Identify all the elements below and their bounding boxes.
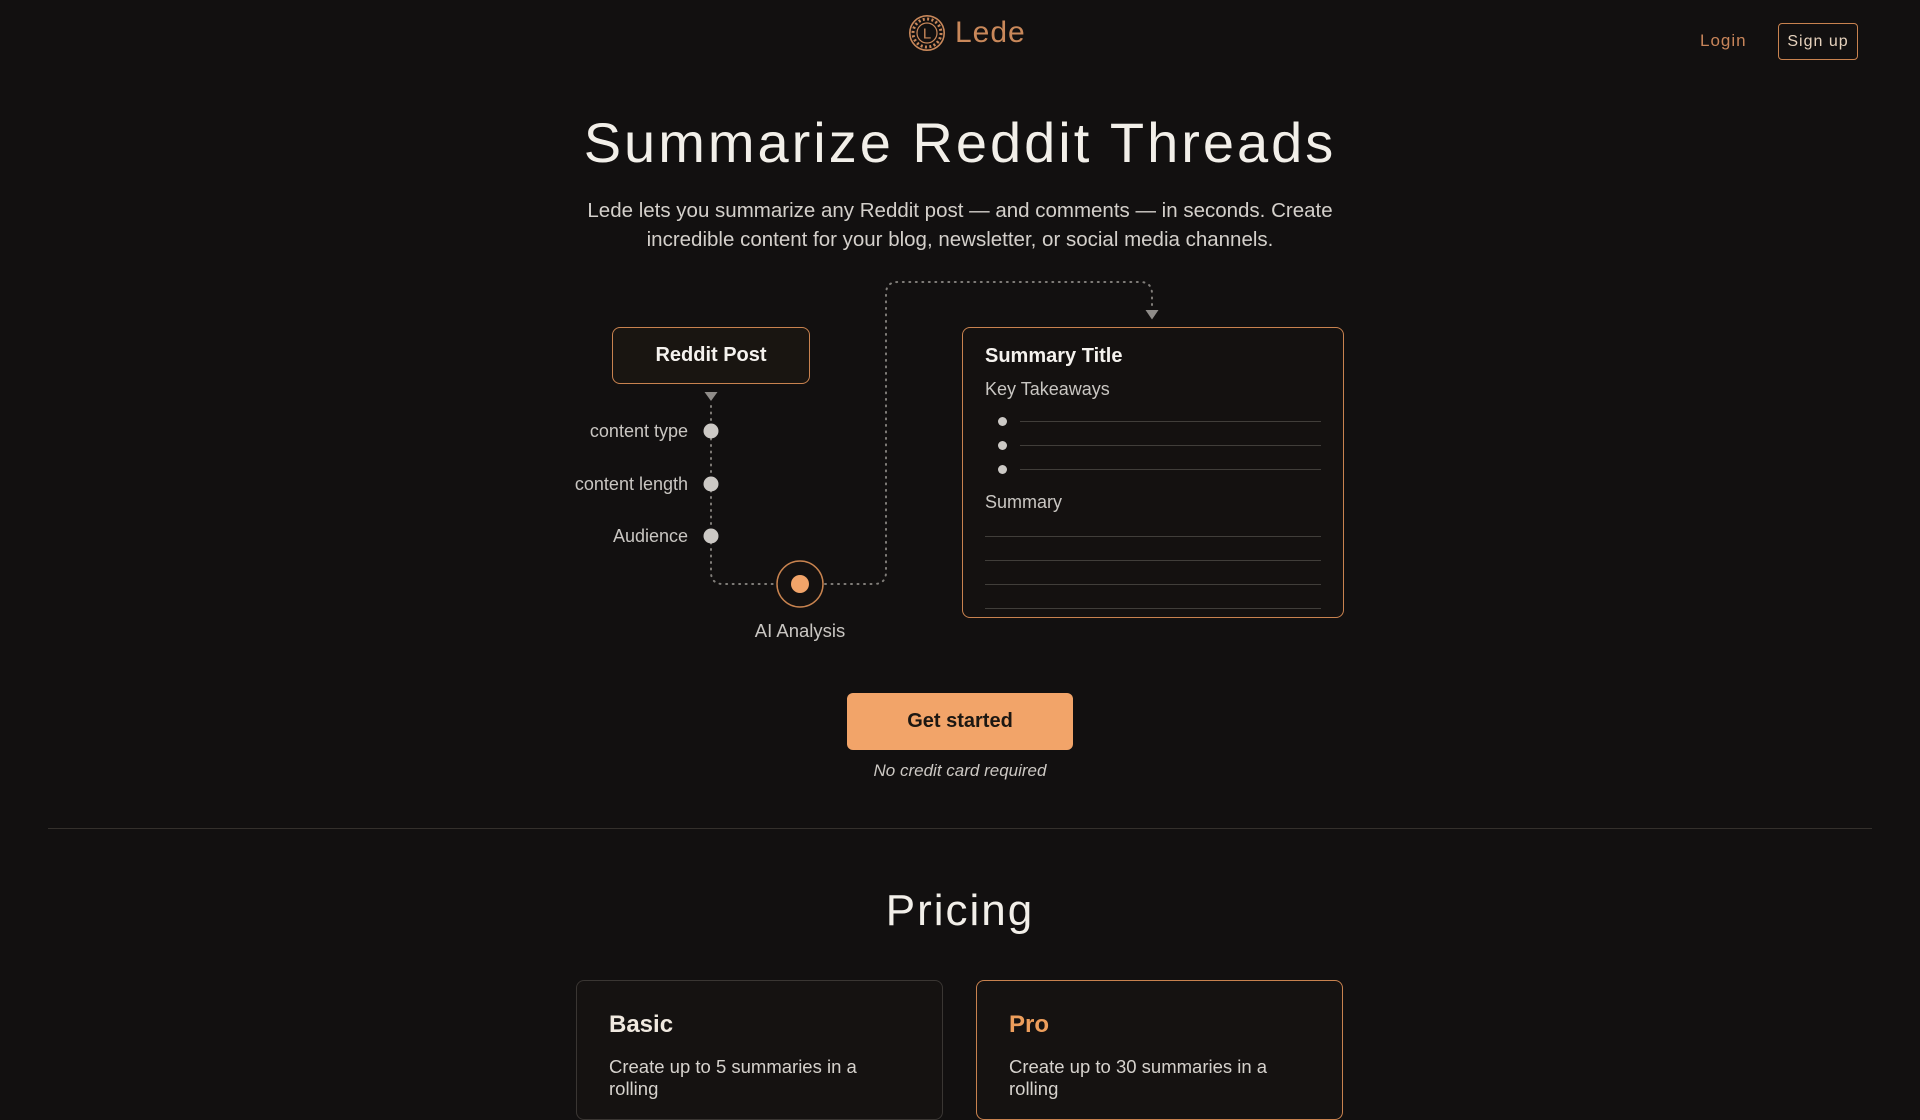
param-dot-audience: [704, 529, 719, 544]
plan-name: Pro: [1009, 1011, 1050, 1038]
ai-analysis-label: AI Analysis: [754, 620, 846, 641]
bullet-icon: [998, 417, 1007, 426]
plan-name: Basic: [609, 1011, 674, 1038]
hero-subtitle: [0, 197, 1920, 254]
param-dot-content-type: [704, 424, 719, 439]
key-takeaways-label: Key Takeaways: [985, 379, 1110, 399]
brand-logo[interactable]: [908, 14, 1026, 52]
param-dot-content-length: [704, 477, 719, 492]
get-started-button[interactable]: Get started: [847, 693, 1073, 750]
down-arrow-icon: [1146, 310, 1159, 320]
summary-title: Summary Title: [985, 345, 1123, 367]
placeholder-line: [985, 536, 1321, 537]
placeholder-line: [1020, 445, 1321, 446]
param-label-audience: Audience: [612, 526, 688, 546]
svg-text:L: L: [922, 25, 932, 43]
param-label-content-length: content length: [574, 474, 688, 494]
section-divider: [48, 828, 1872, 829]
brand-logo-icon: [908, 14, 946, 52]
no-credit-card-note: No credit card required: [873, 761, 1047, 780]
placeholder-line: [985, 608, 1321, 609]
reddit-post-node: Reddit Post: [612, 327, 810, 384]
placeholder-line: [985, 560, 1321, 561]
placeholder-line: [1020, 469, 1321, 470]
flow-path-source-to-ai: [711, 406, 775, 584]
flow-diagram-lines: [0, 270, 1920, 670]
pricing-title: Pricing: [885, 886, 1035, 935]
takeaway-list: [985, 409, 1321, 481]
hero-subtitle-line-2: incredible content for your blog, newsletter, or social media channels.: [646, 227, 1274, 251]
ai-analysis-ring: [777, 561, 823, 607]
login-link[interactable]: Login: [1700, 31, 1747, 50]
takeaway-item: [985, 457, 1321, 481]
plan-description: Create up to 5 summaries in a rolling: [609, 1056, 857, 1099]
plan-card-basic: [576, 980, 943, 1120]
plan-description: Create up to 30 summaries in a rolling: [1009, 1056, 1268, 1099]
takeaway-item: [985, 409, 1321, 433]
placeholder-line: [1020, 421, 1321, 422]
summary-preview-card: [962, 327, 1344, 618]
placeholder-line: [985, 584, 1321, 585]
bullet-icon: [998, 465, 1007, 474]
signup-button[interactable]: Sign up: [1778, 23, 1858, 60]
bullet-icon: [998, 441, 1007, 450]
param-label-content-type: content type: [589, 421, 688, 441]
brand-name: Lede: [955, 16, 1026, 49]
summary-label: Summary: [985, 492, 1063, 512]
hero-subtitle-line-1: Lede lets you summarize any Reddit post — and comments — in seconds. Create: [587, 199, 1333, 222]
down-arrow-icon: [705, 392, 718, 401]
ai-analysis-dot: [791, 575, 809, 593]
summary-placeholder-lines: [985, 536, 1321, 609]
plan-card-pro: [976, 980, 1343, 1120]
takeaway-item: [985, 433, 1321, 457]
hero-title: Summarize Reddit Threads: [583, 111, 1337, 174]
